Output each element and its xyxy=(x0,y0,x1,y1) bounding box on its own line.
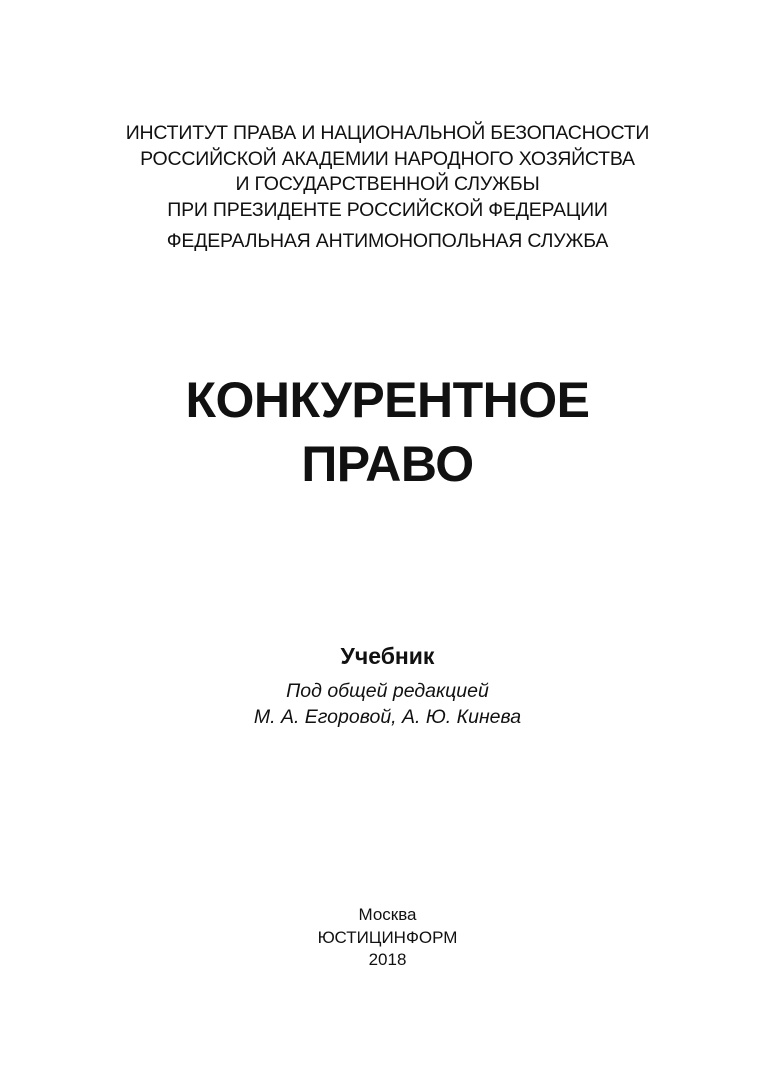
imprint-city: Москва xyxy=(358,905,417,924)
institution-line: И ГОСУДАРСТВЕННОЙ СЛУЖБЫ xyxy=(235,173,540,195)
institution-line: ИНСТИТУТ ПРАВА И НАЦИОНАЛЬНОЙ БЕЗОПАСНОСТИ xyxy=(125,122,650,144)
book-title xyxy=(0,368,775,496)
editors-credit xyxy=(0,678,775,730)
imprint-year: 2018 xyxy=(368,950,407,969)
editors-names: М. А. Егоровой, А. Ю. Кинева xyxy=(253,706,522,728)
book-title-line: КОНКУРЕНТНОЕ xyxy=(185,372,590,428)
book-title-line: ПРАВО xyxy=(301,436,474,492)
book-type: Учебник xyxy=(340,643,435,669)
institution-name xyxy=(0,121,775,223)
organization-name: ФЕДЕРАЛЬНАЯ АНТИМОНОПОЛЬНАЯ СЛУЖБА xyxy=(166,230,609,252)
institution-line: ПРИ ПРЕЗИДЕНТЕ РОССИЙСКОЙ ФЕДЕРАЦИИ xyxy=(167,198,608,221)
editors-caption: Под общей редакцией xyxy=(286,680,489,702)
imprint xyxy=(0,904,775,972)
institution-line: РОССИЙСКОЙ АКАДЕМИИ НАРОДНОГО ХОЗЯЙСТВА xyxy=(140,147,635,170)
imprint-publisher: ЮСТИЦИНФОРМ xyxy=(317,927,458,947)
